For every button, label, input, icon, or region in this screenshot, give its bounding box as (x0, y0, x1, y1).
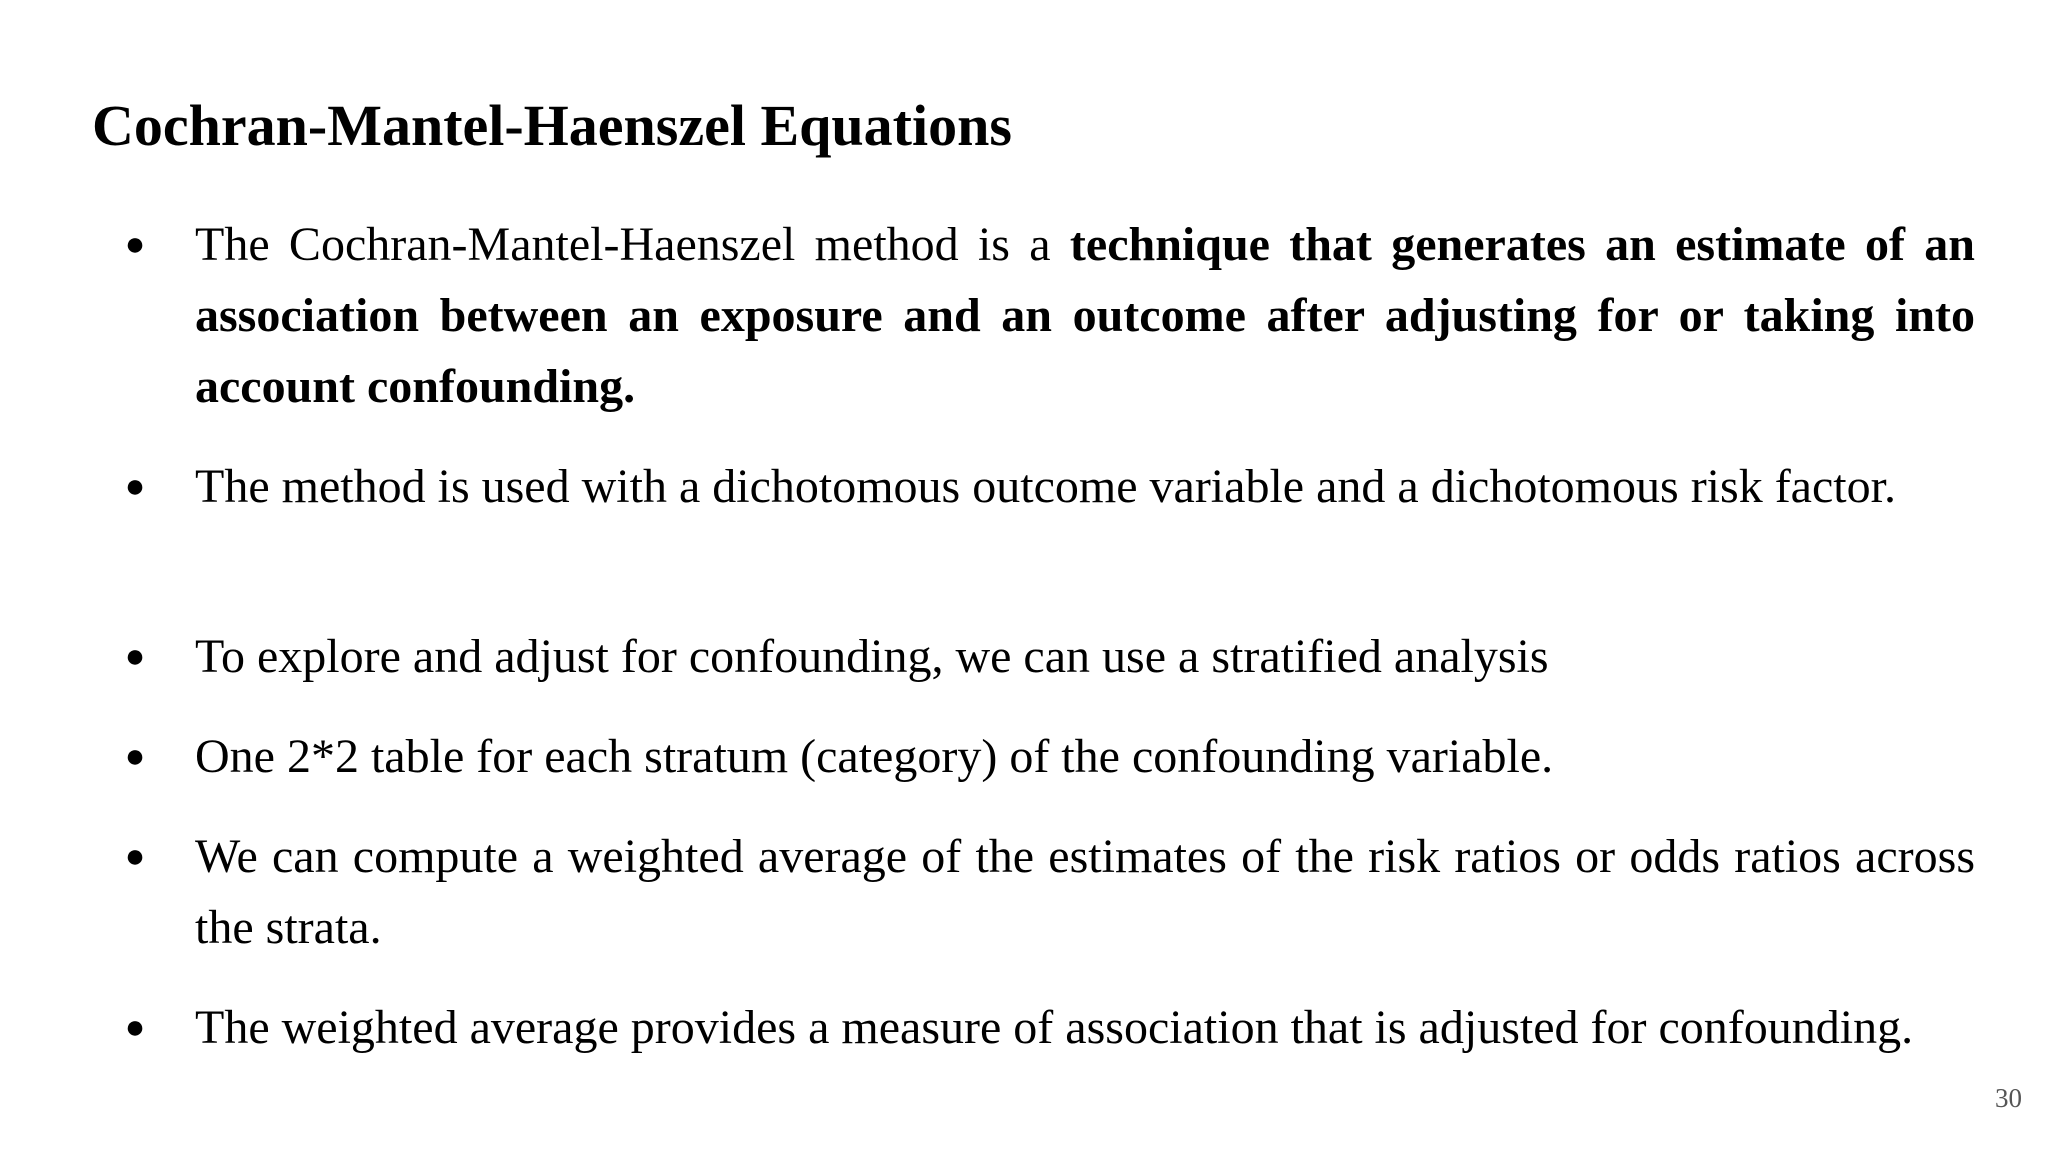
bullet-item (124, 992, 1975, 1063)
slide-title: Cochran-Mantel-Haenszel Equations (92, 93, 1012, 158)
bullet-icon: ● (124, 1009, 146, 1046)
bullet-item (124, 821, 1975, 963)
bullet-icon: ● (124, 838, 146, 875)
bullet-text: To explore and adjust for confounding, we can use a stratified analysis (195, 630, 1549, 683)
bullet-item (124, 621, 1975, 692)
bullet-icon: ● (124, 468, 146, 505)
bullet-text: We can compute a weighted average of the estimates of the risk ratios or odds ratios across the strata. (195, 830, 1975, 954)
bullet-icon: ● (124, 638, 146, 675)
bullet-item (124, 451, 1975, 522)
bullet-icon: ● (124, 738, 146, 775)
bullet-item (124, 209, 1975, 422)
bullet-text: The weighted average provides a measure of association that is adjusted for confounding. (195, 1001, 1914, 1054)
page-number: 30 (1995, 1083, 2022, 1113)
bullet-text: The Cochran-Mantel-Haenszel method is a (195, 218, 1070, 271)
bullet-item (124, 721, 1975, 792)
bullet-icon: ● (124, 226, 146, 263)
bullet-text-bold: technique that generates an estimate of an association between an exposure and an outcome after adjusting for or taking into account confounding. (195, 218, 1975, 413)
bullet-text: The method is used with a dichotomous outcome variable and a dichotomous risk factor. (195, 460, 1896, 513)
bullet-text: One 2*2 table for each stratum (category) of the confounding variable. (195, 730, 1554, 783)
